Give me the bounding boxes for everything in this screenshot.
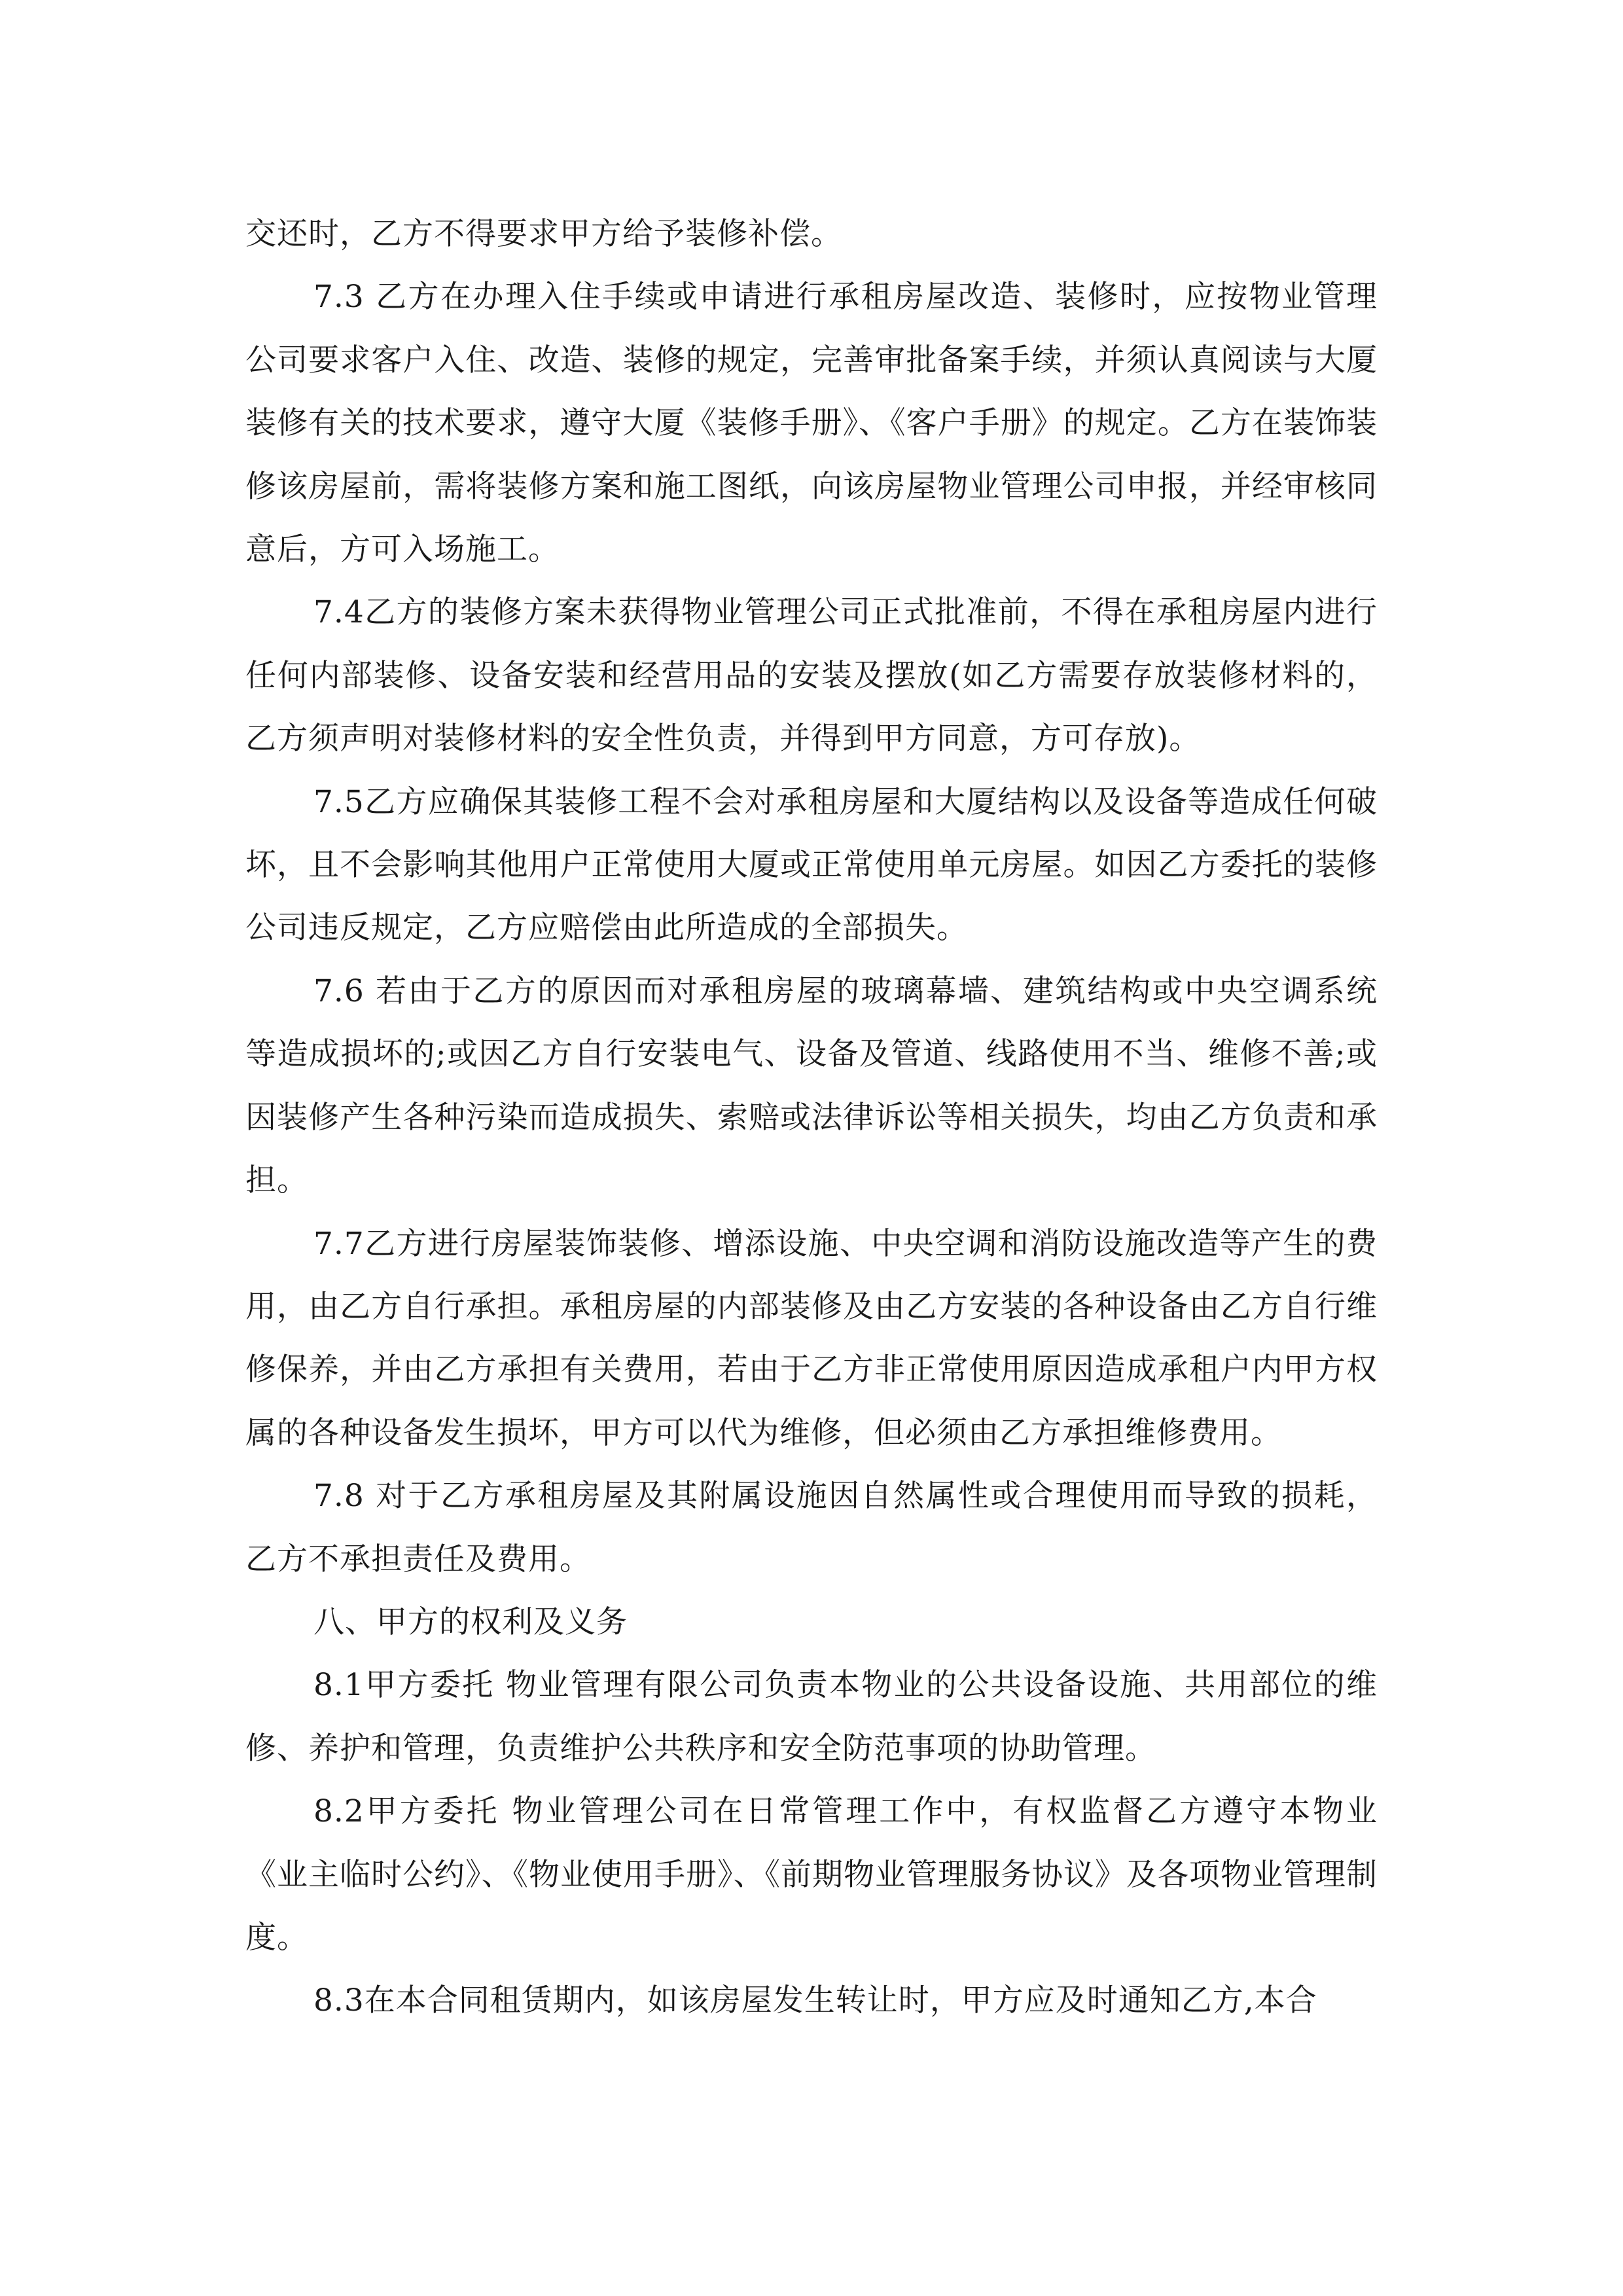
paragraph-clause-7-3: 7.3 乙方在办理入住手续或申请进行承租房屋改造、装修时，应按物业管理公司要求客户入住、改造、装修的规定，完善审批备案手续，并须认真阅读与大厦装修有关的技术要求，遵守大厦《装修手册》、《客户手册》的规定。乙方在装饰装修该房屋前，需将装修方案和施工图纸，向该房屋物业管理公司申报，并经审核同意后，方可入场施工。 [245,279,1378,568]
paragraph-clause-8-2: 8.2甲方委托 物业管理公司在日常管理工作中，有权监督乙方遵守本物业《业主临时公约》、《物业使用手册》、《前期物业管理服务协议》及各项物业管理制度。 [245,1793,1378,1956]
paragraph-continuation: 交还时，乙方不得要求甲方给予装修补偿。 [245,216,842,252]
paragraph-clause-8-1: 8.1甲方委托 物业管理有限公司负责本物业的公共设备设施、共用部位的维修、养护和管理，负责维护公共秩序和安全防范事项的协助管理。 [245,1667,1378,1767]
paragraph-clause-7-8: 7.8 对于乙方承租房屋及其附属设施因自然属性或合理使用而导致的损耗，乙方不承担责任及费用。 [245,1478,1378,1577]
paragraph-clause-7-5: 7.5乙方应确保其装修工程不会对承租房屋和大厦结构以及设备等造成任何破坏，且不会影响其他用户正常使用大厦或正常使用单元房屋。如因乙方委托的装修公司违反规定，乙方应赔偿由此所造成的全部损失。 [245,783,1378,946]
paragraph-clause-7-4: 7.4乙方的装修方案未获得物业管理公司正式批准前，不得在承租房屋内进行任何内部装修、设备安装和经营用品的安装及摆放(如乙方需要存放装修材料的，乙方须声明对装修材料的安全性负责，并得到甲方同意，方可存放)。 [245,594,1378,757]
paragraph-clause-7-6: 7.6 若由于乙方的原因而对承租房屋的玻璃幕墙、建筑结构或中央空调系统等造成损坏的;或因乙方自行安装电气、设备及管道、线路使用不当、维修不善;或因装修产生各种污染而造成损失、索赔或法律诉讼等相关损失，均由乙方负责和承担。 [245,973,1378,1199]
paragraph-clause-8-3: 8.3在本合同租赁期内，如该房屋发生转让时，甲方应及时通知乙方,本合 [313,1982,1317,2019]
section-heading-8: 八、甲方的权利及义务 [313,1604,628,1640]
paragraph-clause-7-7: 7.7乙方进行房屋装饰装修、增添设施、中央空调和消防设施改造等产生的费用，由乙方自行承担。承租房屋的内部装修及由乙方安装的各种设备由乙方自行维修保养，并由乙方承担有关费用，若由于乙方非正常使用原因造成承租户内甲方权属的各种设备发生损坏，甲方可以代为维修，但必须由乙方承担维修费用。 [245,1225,1378,1451]
document-body [245,203,1378,2033]
